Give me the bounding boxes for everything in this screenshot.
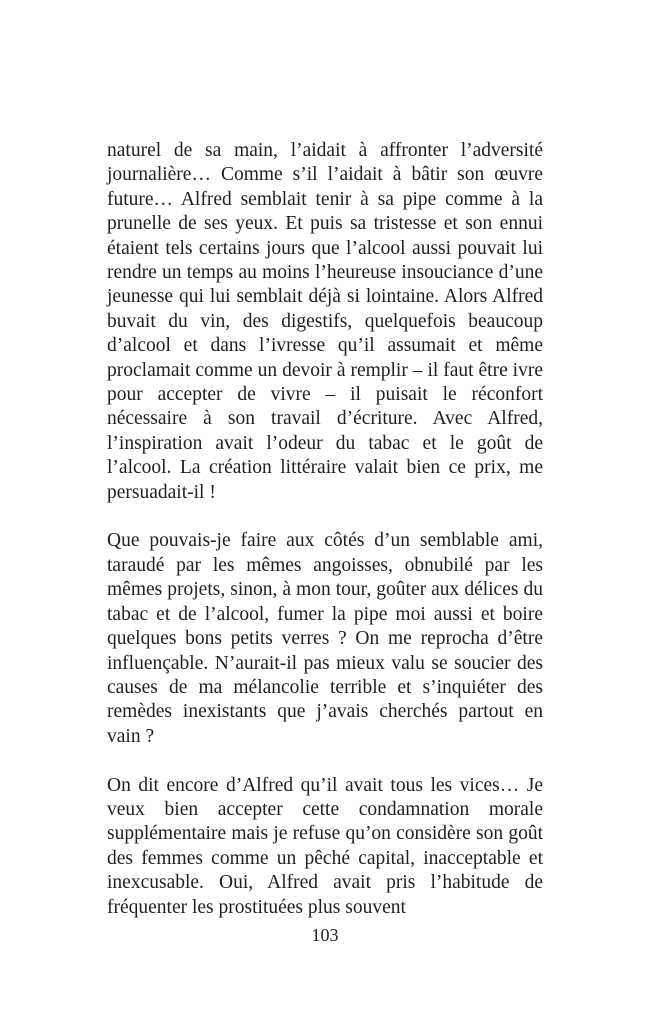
body-text	[107, 139, 543, 920]
paragraph-2: Que pouvais-je faire aux côtés d’un semblable ami, taraudé par les mêmes angoisses, obnubilé par les mêmes projets, sinon, à mon tour, goûter aux délices du tabac et de l’alcool, fumer la pipe moi aussi et boire quelques bons petits verres ? On me reprocha d’être influençable. N’aurait-il pas mieux valu se soucier des causes de ma mélancolie terrible et s’inquiéter des remèdes inexistants que j’avais cherchés partout en vain ?	[107, 530, 543, 747]
paragraph-1: naturel de sa main, l’aidait à affronter l’adversité journalière… Comme s’il l’aidait à bâtir son œuvre future… Alfred semblait tenir à sa pipe comme à la prunelle de ses yeux. Et puis sa tristesse et son ennui étaient tels certains jours que l’alcool aussi pouvait lui rendre un temps au moins l’heureuse insouciance d’une jeunesse qui lui semblait déjà si lointaine. Alors Alfred buvait du vin, des digestifs, quelquefois beaucoup d’alcool et dans l’ivresse qu’il assumait et même proclamait comme un devoir à remplir – il faut être ivre pour accepter de vivre – il puisait le réconfort nécessaire à son travail d’écriture. Avec Alfred, l’inspiration avait l’odeur du tabac et le goût de l’alcool. La création littéraire valait bien ce prix, me persuadait-il !	[107, 140, 543, 503]
page-number: 103	[311, 925, 339, 945]
paragraph-3: On dit encore d’Alfred qu’il avait tous les vices… Je veux bien accepter cette condamnation morale supplémentaire mais je refuse qu’on considère son goût des femmes comme un pêché capital, inacceptable et inexcusable. Oui, Alfred avait pris l’habitude de fréquenter les prostituées plus souvent	[107, 774, 543, 918]
